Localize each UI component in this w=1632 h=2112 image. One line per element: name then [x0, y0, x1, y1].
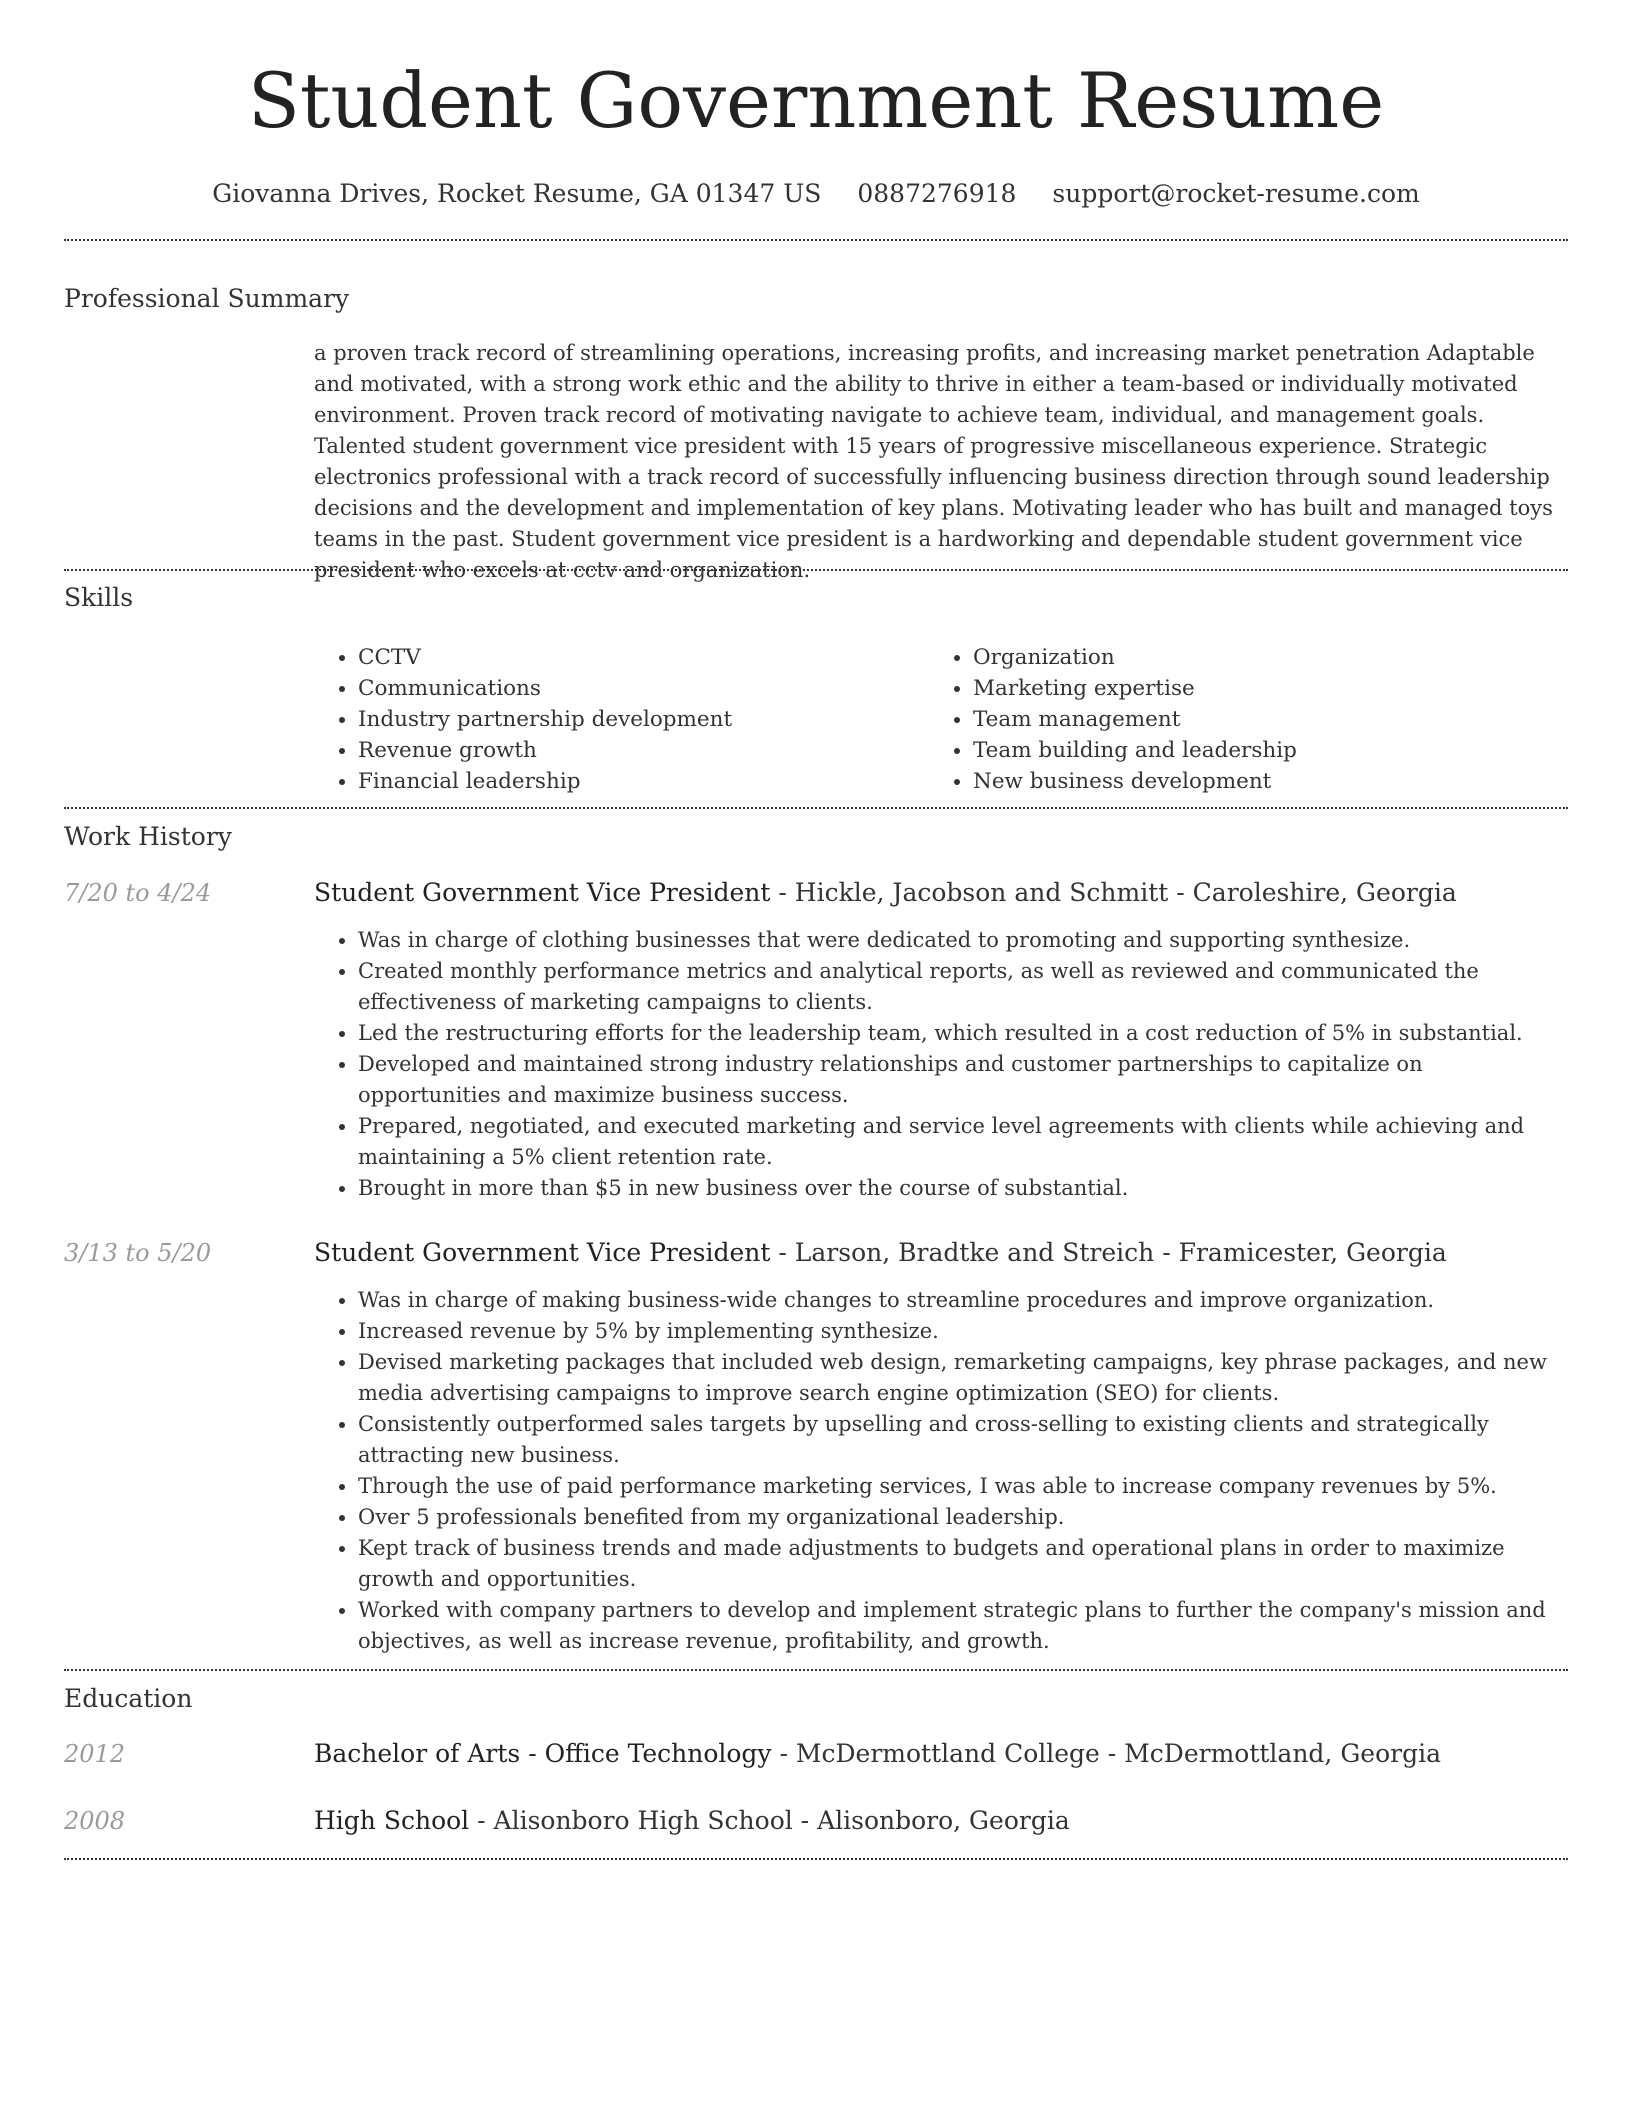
job-dates: 7/20 to 4/24: [64, 879, 212, 907]
job-bullet: • Created monthly performance metrics and analytical reports, as well as reviewed and communicated the effectiveness of marketing campaigns to clients.: [358, 956, 1568, 1018]
job-bullets: [314, 1285, 1568, 1657]
job-role: Student Government Vice President: [314, 878, 771, 907]
job-bullet: • Was in charge of making business-wide changes to streamline procedures and improve organization.: [358, 1285, 1568, 1316]
education-details: - Alisonboro High School - Alisonboro, Georgia: [469, 1806, 1070, 1835]
section-divider: [64, 569, 1568, 571]
education-entry: [314, 1804, 1568, 1838]
education-year: 2012: [64, 1740, 126, 1768]
section-divider: [64, 1858, 1568, 1860]
skill-item: • Communications: [358, 673, 928, 704]
job-bullet: • Consistently outperformed sales targets by upselling and cross-selling to existing clients and strategically attracting new business.: [358, 1409, 1568, 1471]
contact-line: [0, 177, 1632, 211]
job-bullet: • Devised marketing packages that included web design, remarketing campaigns, key phrase packages, and new media advertising campaigns to improve search engine optimization (SEO) for clients.: [358, 1347, 1568, 1409]
job-bullets: [314, 925, 1568, 1204]
job-details: - Larson, Bradtke and Streich - Framicester, Georgia: [770, 1238, 1447, 1267]
section-divider: [64, 239, 1568, 241]
education-entry: [314, 1737, 1568, 1771]
contact-phone: 0887276918: [857, 179, 1017, 208]
job-heading: [314, 1236, 1568, 1270]
resume-title: Student Government Resume: [247, 56, 1385, 145]
education-heading: Education: [64, 1684, 193, 1713]
job-bullet: • Brought in more than $5 in new business over the course of substantial.: [358, 1173, 1568, 1204]
section-divider: [64, 807, 1568, 809]
job-bullet: • Was in charge of clothing businesses that were dedicated to promoting and supporting synthesize.: [358, 925, 1568, 956]
job-bullet: • Developed and maintained strong industry relationships and customer partnerships to capitalize on opportunities and maximize business success.: [358, 1049, 1568, 1111]
education-details: - McDermottland College - McDermottland, Georgia: [771, 1739, 1441, 1768]
job-bullet: • Prepared, negotiated, and executed marketing and service level agreements with clients while achieving and maintaining a 5% client retention rate.: [358, 1111, 1568, 1173]
skill-item: • Revenue growth: [358, 735, 928, 766]
skill-item: • Marketing expertise: [973, 673, 1573, 704]
skill-item: • Organization: [973, 642, 1573, 673]
skill-item: • Team management: [973, 704, 1573, 735]
section-divider: [64, 1669, 1568, 1671]
skill-item: • CCTV: [358, 642, 928, 673]
job-dates: 3/13 to 5/20: [64, 1239, 212, 1267]
contact-address: Giovanna Drives, Rocket Resume, GA 01347 US: [212, 179, 822, 208]
skills-list-left: [314, 642, 928, 797]
summary-heading: Professional Summary: [64, 284, 350, 313]
work-heading: Work History: [64, 822, 232, 851]
education-degree: Bachelor of Arts - Office Technology: [314, 1739, 772, 1768]
education-degree: High School: [314, 1806, 470, 1835]
skills-list-right: [929, 642, 1573, 797]
resume-header: [0, 48, 1632, 211]
job-heading: [314, 876, 1568, 910]
job-bullet: • Increased revenue by 5% by implementing synthesize.: [358, 1316, 1568, 1347]
job-details: - Hickle, Jacobson and Schmitt - Caroleshire, Georgia: [770, 878, 1457, 907]
skill-item: • Financial leadership: [358, 766, 928, 797]
job-bullet: • Worked with company partners to develop and implement strategic plans to further the company's mission and objectives, as well as increase revenue, profitability, and growth.: [358, 1595, 1568, 1657]
job-bullet: • Through the use of paid performance marketing services, I was able to increase company revenues by 5%.: [358, 1471, 1568, 1502]
skill-item: • New business development: [973, 766, 1573, 797]
skill-item: • Team building and leadership: [973, 735, 1573, 766]
education-year: 2008: [64, 1807, 126, 1835]
skill-item: • Industry partnership development: [358, 704, 928, 735]
skills-heading: Skills: [64, 583, 134, 612]
summary-text: a proven track record of streamlining operations, increasing profits, and increasing market penetration Adaptable and motivated, with a strong work ethic and the ability to thrive in either a team-based or individually motivated environment. Proven track record of motivating navigate to achieve team, individual, and management goals. Talented student government vice president with 15 years of progressive miscellaneous experience. Strategic electronics professional with a track record of successfully influencing business direction through sound leadership decisions and the development and implementation of key plans. Motivating leader who has built and managed toys teams in the past. Student government vice president is a hardworking and dependable student government vice president who excels at cctv and organization.: [314, 341, 1553, 582]
job-role: Student Government Vice President: [314, 1238, 771, 1267]
job-bullet: • Over 5 professionals benefited from my organizational leadership.: [358, 1502, 1568, 1533]
contact-email: support@rocket-resume.com: [1052, 179, 1420, 208]
job-bullet: • Kept track of business trends and made adjustments to budgets and operational plans in order to maximize growth and opportunities.: [358, 1533, 1568, 1595]
job-bullet: • Led the restructuring efforts for the leadership team, which resulted in a cost reduction of 5% in substantial.: [358, 1018, 1568, 1049]
